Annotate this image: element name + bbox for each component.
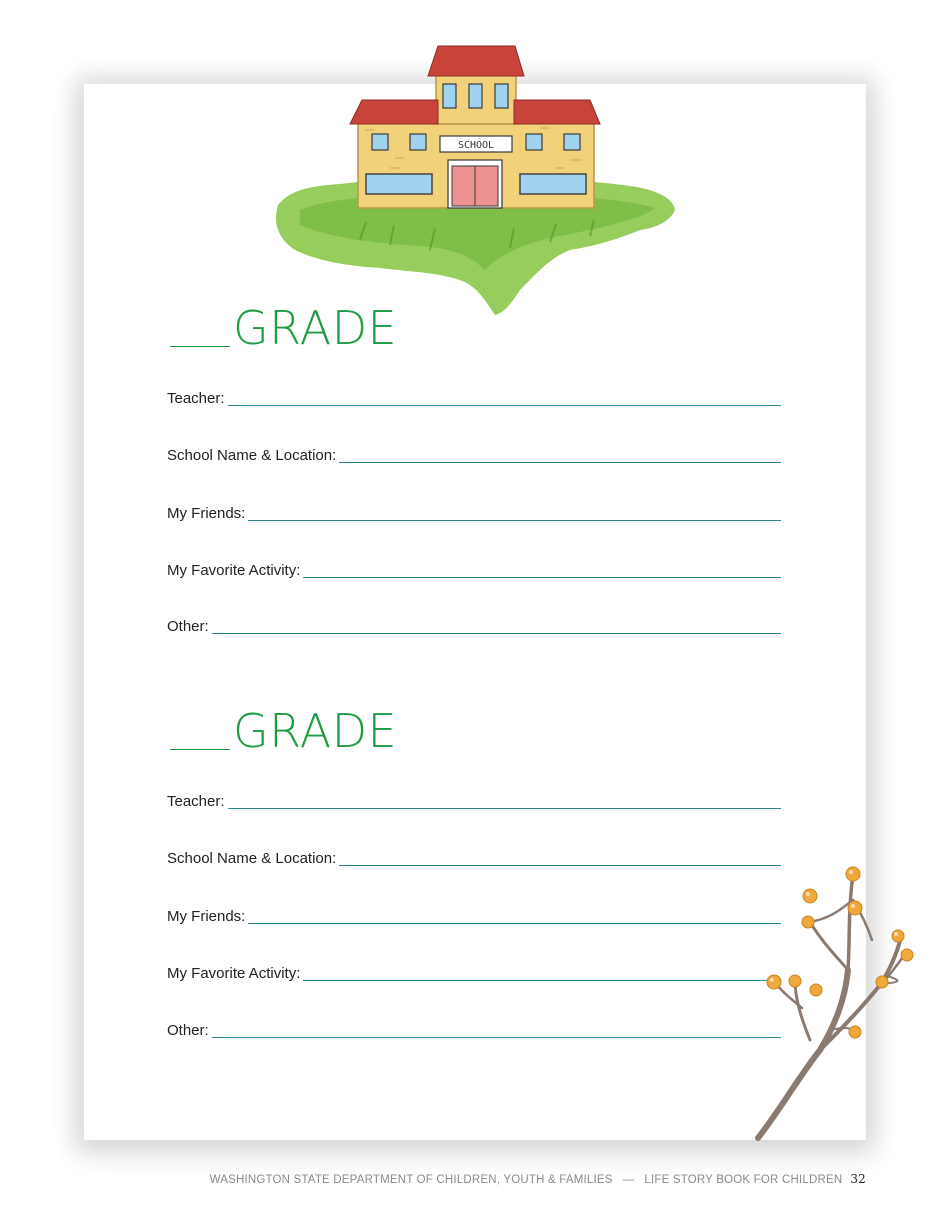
other-input-line[interactable] (212, 633, 781, 634)
school-name-location-label: School Name & Location: (167, 850, 337, 867)
teacher-input-line[interactable] (228, 808, 781, 809)
grade-section-2 (167, 703, 781, 1039)
other-field (167, 614, 781, 636)
my-friends-input-line[interactable] (248, 520, 781, 521)
my-friends-label: My Friends: (167, 505, 246, 522)
other-label: Other: (167, 618, 209, 635)
page-number: 32 (850, 1172, 866, 1186)
grade-heading (167, 703, 781, 763)
teacher-label: Teacher: (167, 793, 225, 810)
favorite-activity-input-line[interactable] (303, 577, 781, 578)
grade-blank-line[interactable] (170, 749, 230, 750)
my-friends-field (167, 501, 781, 523)
school-name-location-input-line[interactable] (339, 462, 781, 463)
my-friends-field (167, 904, 781, 926)
school-name-location-input-line[interactable] (339, 865, 781, 866)
grade-blank-line[interactable] (170, 346, 230, 347)
teacher-field (167, 386, 781, 408)
school-sign-text: SCHOOL (457, 140, 495, 151)
teacher-field (167, 789, 781, 811)
favorite-activity-input-line[interactable] (303, 980, 781, 981)
favorite-activity-label: My Favorite Activity: (167, 562, 301, 579)
favorite-activity-field (167, 961, 781, 983)
favorite-activity-label: My Favorite Activity: (167, 965, 301, 982)
favorite-activity-field (167, 558, 781, 580)
other-input-line[interactable] (212, 1037, 781, 1038)
teacher-label: Teacher: (167, 390, 225, 407)
grade-heading (167, 300, 781, 360)
school-illustration (270, 40, 680, 320)
grade-title: GRADE (233, 704, 398, 758)
school-name-location-field (167, 443, 781, 465)
grade-section-1 (167, 300, 781, 635)
my-friends-label: My Friends: (167, 908, 246, 925)
my-friends-input-line[interactable] (248, 923, 781, 924)
footer-organization: WASHINGTON STATE DEPARTMENT OF CHILDREN, YOUTH & FAMILIES (209, 1174, 613, 1186)
footer-book-title: LIFE STORY BOOK FOR CHILDREN (644, 1174, 843, 1186)
teacher-input-line[interactable] (228, 405, 781, 406)
berry-branch-illustration (750, 860, 920, 1150)
other-label: Other: (167, 1022, 209, 1039)
page-footer (210, 1172, 866, 1186)
footer-separator: — (622, 1174, 635, 1186)
school-name-location-label: School Name & Location: (167, 447, 337, 464)
school-name-location-field (167, 846, 781, 868)
grade-title: GRADE (233, 301, 398, 355)
other-field (167, 1018, 781, 1040)
